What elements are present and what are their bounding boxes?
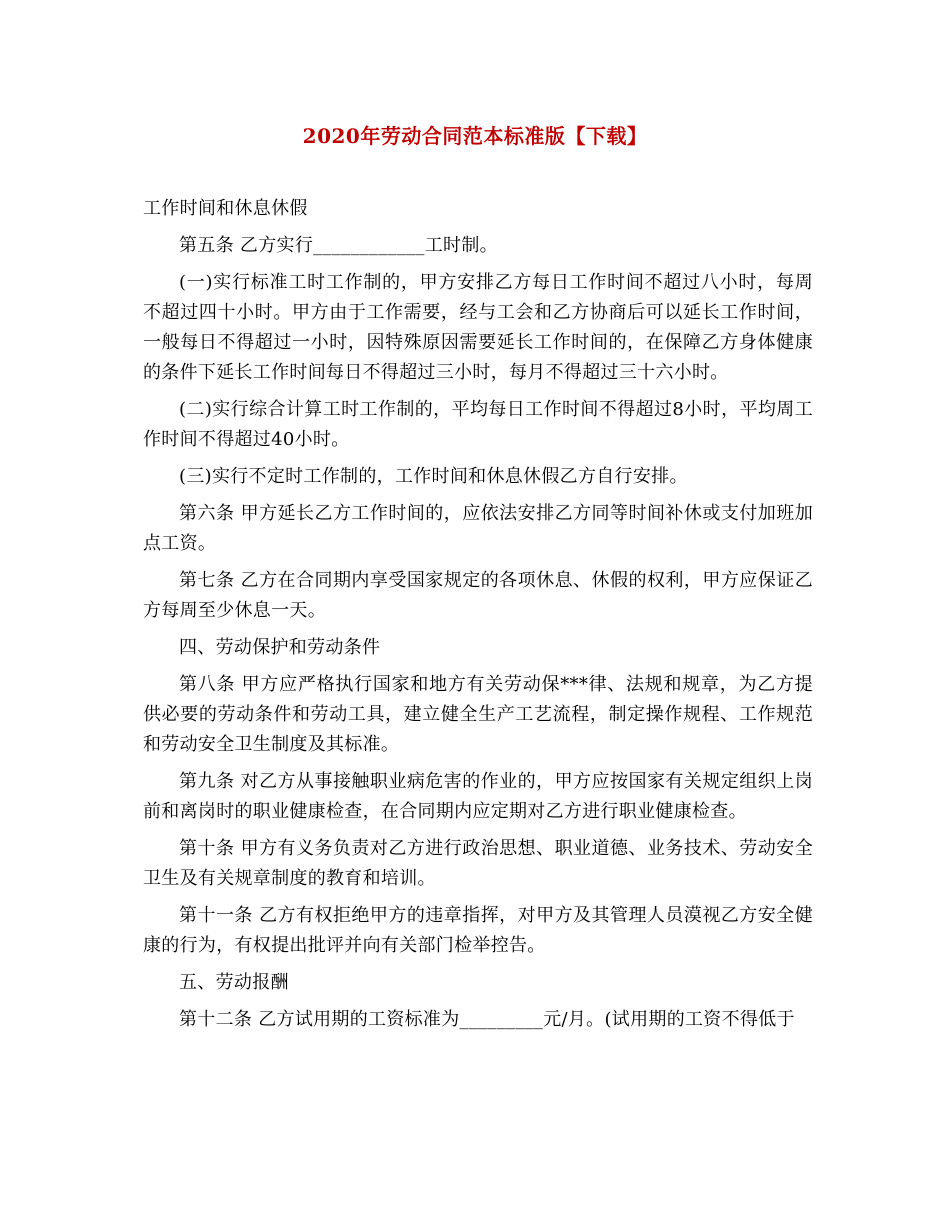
document-title: 2020年劳动合同范本标准版【下载】 (302, 124, 648, 148)
section-heading-remuneration: 五、劳动报酬 (179, 972, 289, 993)
clause-standard-hours: (一)实行标准工时工作制的，甲方安排乙方每日工作时间不超过八小时，每周不超过四十小时。甲方由于工作需要，经与工会和乙方协商后可以延长工作时间，一般每日不得超过一小时，因特殊原因需要延长工作时间的，在保障乙方身体健康的条件下延长工作时间每日不得超过三小时，每月不得超过三十六小时。 (143, 272, 813, 383)
article-8: 第八条 甲方应严格执行国家和地方有关劳动保***律、法规和规章，为乙方提供必要的劳动条件和劳动工具，建立健全生产工艺流程，制定操作规程、工作规范和劳动安全卫生制度及其标准。 (143, 674, 813, 755)
document-body (143, 194, 813, 1042)
clause-comprehensive-hours: (二)实行综合计算工时工作制的，平均每日工作时间不得超过8小时，平均周工作时间不得超过40小时。 (143, 399, 813, 450)
section-heading-work-time: 工作时间和休息休假 (143, 198, 308, 219)
article-11: 第十一条 乙方有权拒绝甲方的违章指挥，对甲方及其管理人员漠视乙方安全健康的行为，有权提出批评并向有关部门检举控告。 (143, 905, 813, 956)
section-heading-labor-protection: 四、劳动保护和劳动条件 (179, 637, 381, 658)
article-7: 第七条 乙方在合同期内享受国家规定的各项休息、休假的权利，甲方应保证乙方每周至少休息一天。 (143, 570, 813, 621)
article-5: 第五条 乙方实行____________工时制。 (179, 235, 498, 256)
article-9: 第九条 对乙方从事接触职业病危害的作业的，甲方应按国家有关规定组织上岗前和离岗时的职业健康检查，在合同期内应定期对乙方进行职业健康检查。 (143, 771, 813, 822)
article-10: 第十条 甲方有义务负责对乙方进行政治思想、职业道德、业务技术、劳动安全卫生及有关规章制度的教育和培训。 (143, 838, 813, 889)
clause-flexible-hours: (三)实行不定时工作制的，工作时间和休息休假乙方自行安排。 (179, 466, 688, 487)
article-12: 第十二条 乙方试用期的工资标准为_________元/月。(试用期的工资不得低于 (179, 1009, 795, 1030)
article-6: 第六条 甲方延长乙方工作时间的，应依法安排乙方同等时间补休或支付加班加点工资。 (143, 503, 813, 554)
